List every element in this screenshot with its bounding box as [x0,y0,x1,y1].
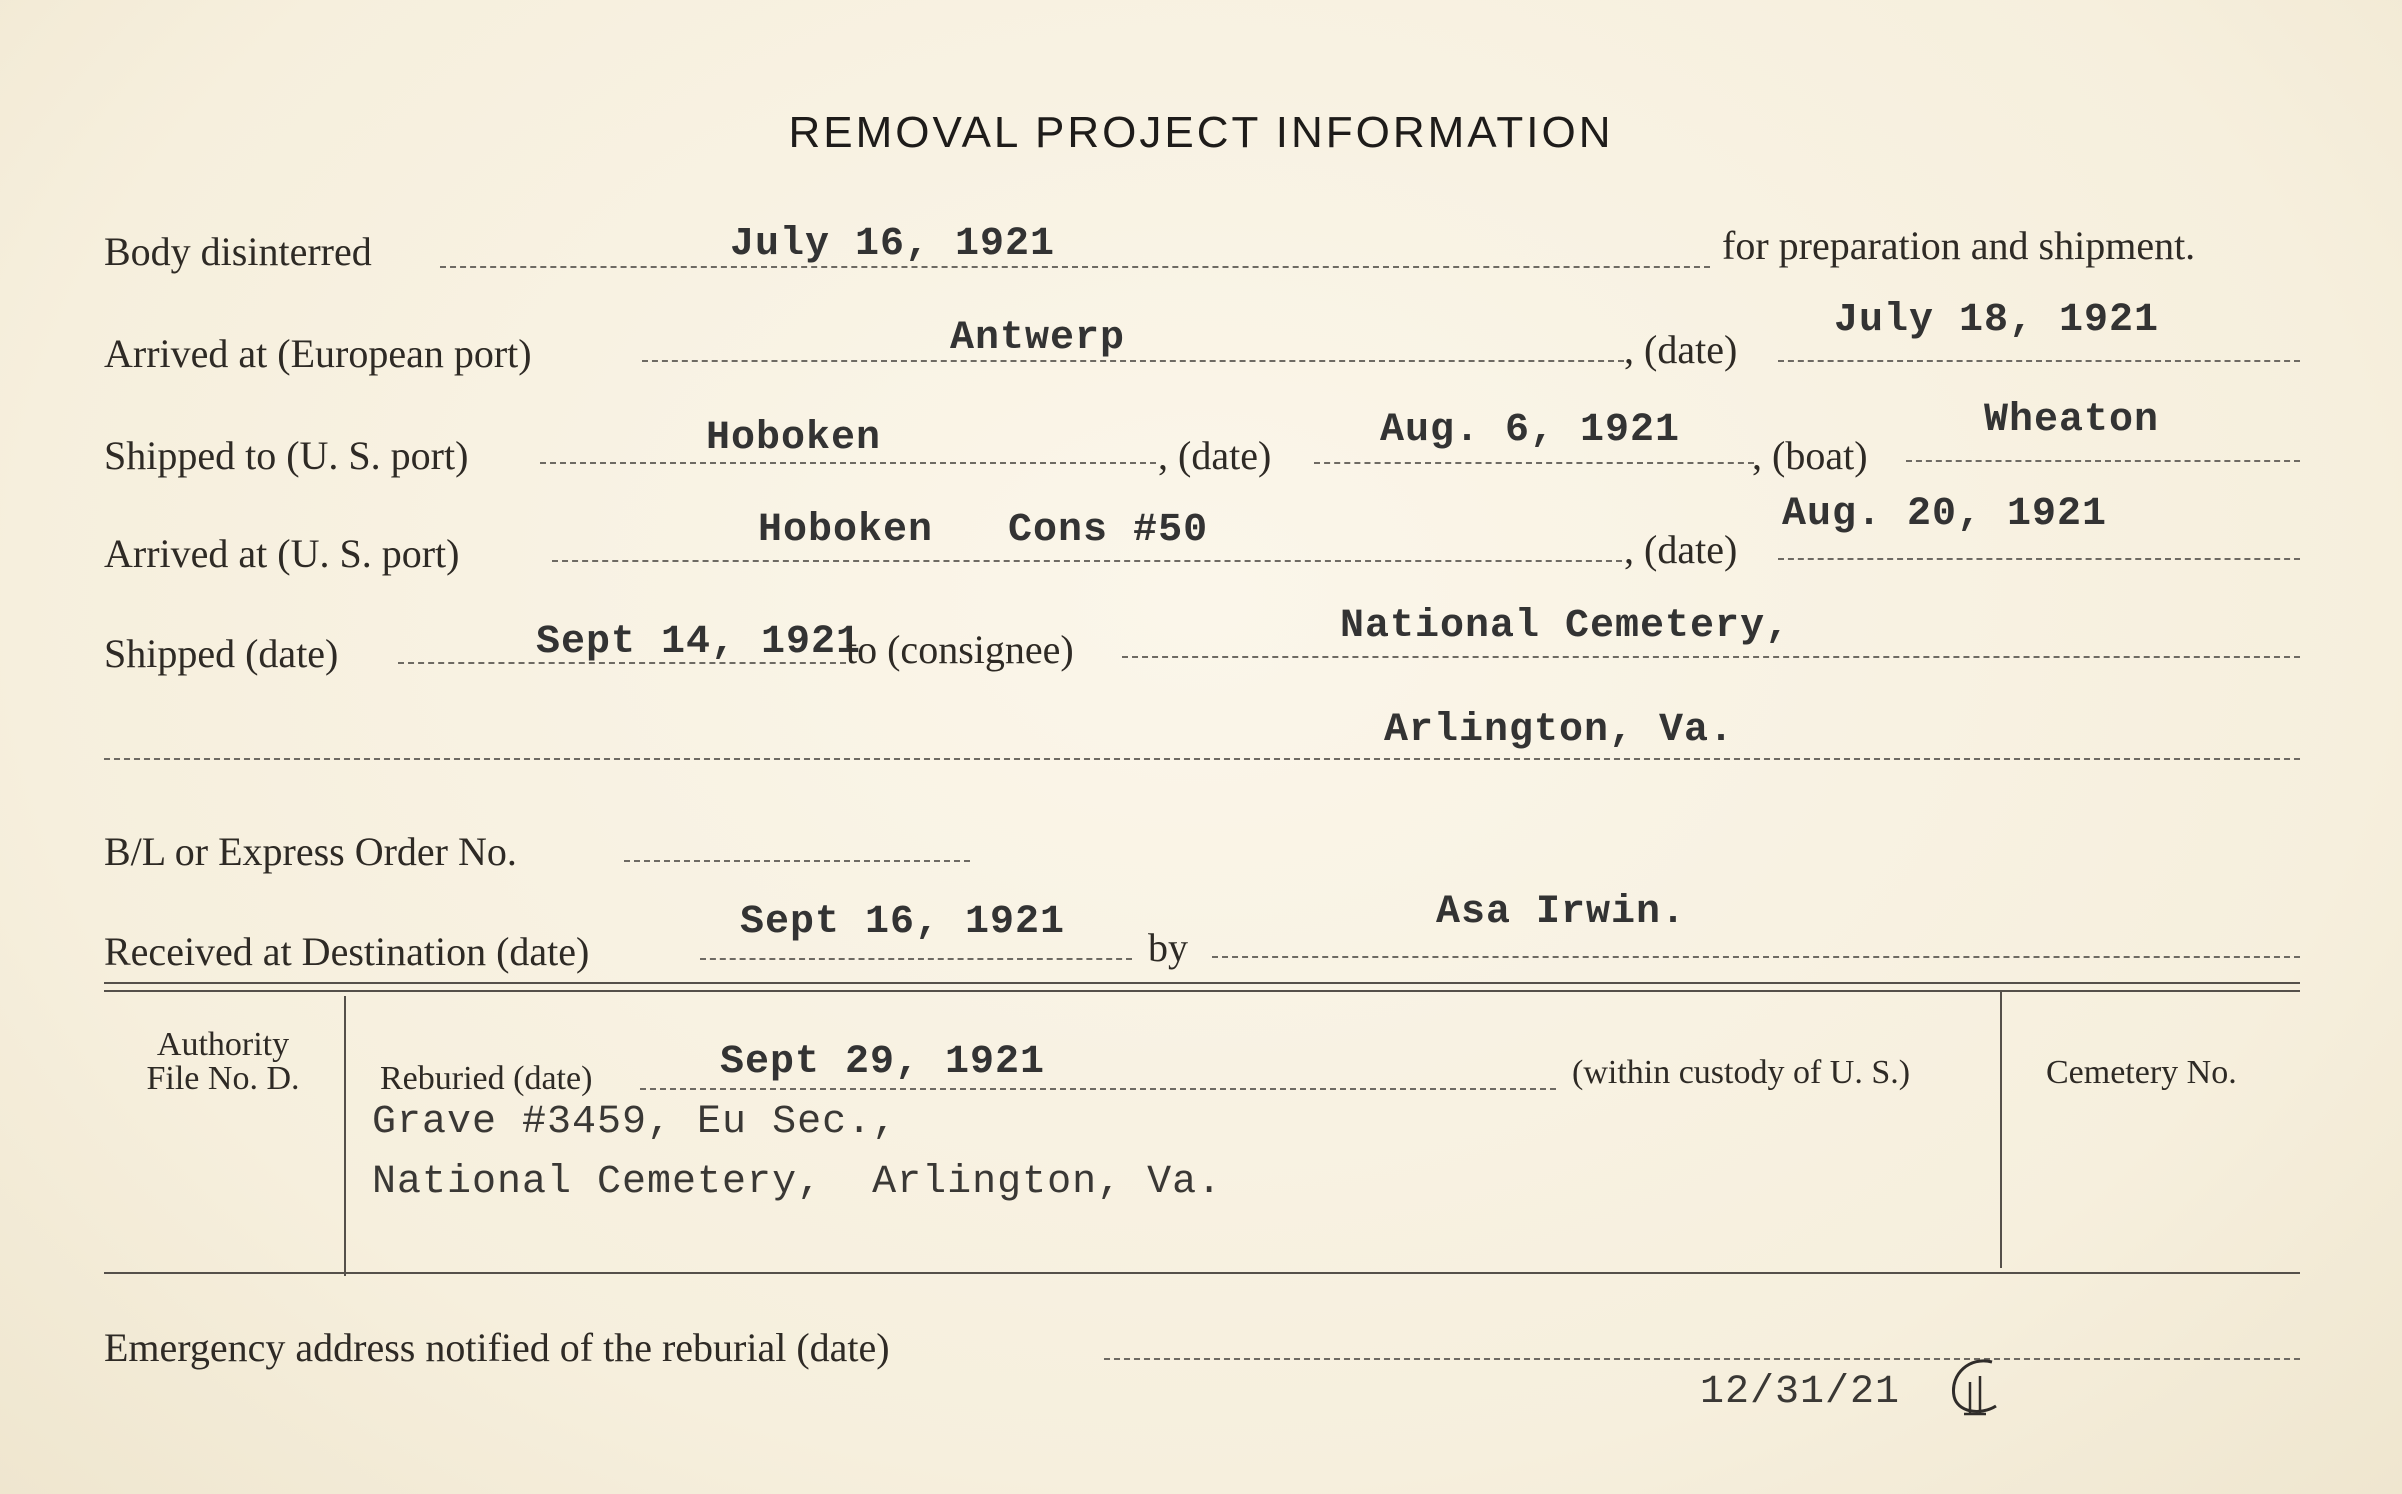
european-port-date: July 18, 1921 [1834,298,2160,343]
received-label: Received at Destination (date) [104,929,590,974]
received-value: Sept 16, 1921 [740,900,1066,945]
authority-label-line1: Authority [156,1026,290,1063]
received-line [700,958,1132,960]
custody-label: (within custody of U. S.) [1572,1054,1911,1091]
shipped-us-value: Hoboken [706,416,882,461]
cemetery-no-label: Cemetery No. [2046,1054,2237,1091]
shipped-us-date-label: , (date) [1158,433,1272,478]
arrived-us-date-line [1778,558,2300,560]
box-top-rule-2 [104,990,2300,992]
shipped-us-boat-line [1906,460,2300,462]
arrived-us-label: Arrived at (U. S. port) [104,531,460,576]
disinterred-label: Body disinterred [104,229,372,274]
box-bottom-rule [104,1272,2300,1274]
reburied-label: Reburied (date) [380,1060,593,1097]
shipped-us-date: Aug. 6, 1921 [1380,408,1681,453]
emergency-label: Emergency address notified of the reburial (date) [104,1325,890,1370]
box-top-rule-1 [104,982,2300,984]
european-port-label: Arrived at (European port) [104,331,532,376]
bl-line [624,860,970,862]
bl-label: B/L or Express Order No. [104,829,517,874]
arrived-us-value: Hoboken Cons #50 [758,508,1209,553]
arrived-us-date: Aug. 20, 1921 [1782,492,2108,537]
european-port-date-label: , (date) [1624,327,1738,372]
box-divider-right [2000,990,2002,1268]
emergency-date: 12/31/21 [1700,1370,1901,1415]
disinterred-suffix: for preparation and shipment. [1722,223,2196,268]
grave-line1: Grave #3459, Eu Sec., [372,1100,898,1145]
shipped-date-label: Shipped (date) [104,631,339,676]
emergency-line [1104,1358,2300,1360]
arrived-us-line [552,560,1622,562]
received-by: Asa Irwin. [1436,890,1687,935]
arrived-us-date-label: , (date) [1624,527,1738,572]
consignee-label: to (consignee) [846,627,1074,672]
authority-label [118,1028,328,1096]
european-port-date-line [1778,360,2300,362]
reburied-date: Sept 29, 1921 [720,1040,1046,1085]
authority-label-line2: File No. D. [146,1060,300,1097]
received-by-line [1212,956,2300,958]
consignee-line [1122,656,2300,658]
shipped-us-boat: Wheaton [1984,398,2160,443]
consignee-line-2 [104,758,2300,760]
shipped-us-line [540,462,1156,464]
shipped-us-boat-label: , (boat) [1752,433,1868,478]
box-divider-left [344,996,346,1276]
grave-line2: National Cemetery, Arlington, Va. [372,1160,1223,1205]
consignee-line1: National Cemetery, [1340,604,1791,649]
european-port-value: Antwerp [950,316,1126,361]
handwritten-initial-icon [1940,1352,2010,1422]
shipped-us-date-line [1314,462,1754,464]
disinterred-line [440,266,1710,268]
shipped-date-value: Sept 14, 1921 [536,620,862,665]
reburied-line [640,1088,1556,1090]
shipped-us-label: Shipped to (U. S. port) [104,433,469,478]
card-title: REMOVAL PROJECT INFORMATION [788,108,1614,157]
consignee-line2: Arlington, Va. [1384,708,1735,753]
received-by-label: by [1148,925,1188,970]
european-port-line [642,360,1624,362]
disinterred-value: July 16, 1921 [730,222,1056,267]
